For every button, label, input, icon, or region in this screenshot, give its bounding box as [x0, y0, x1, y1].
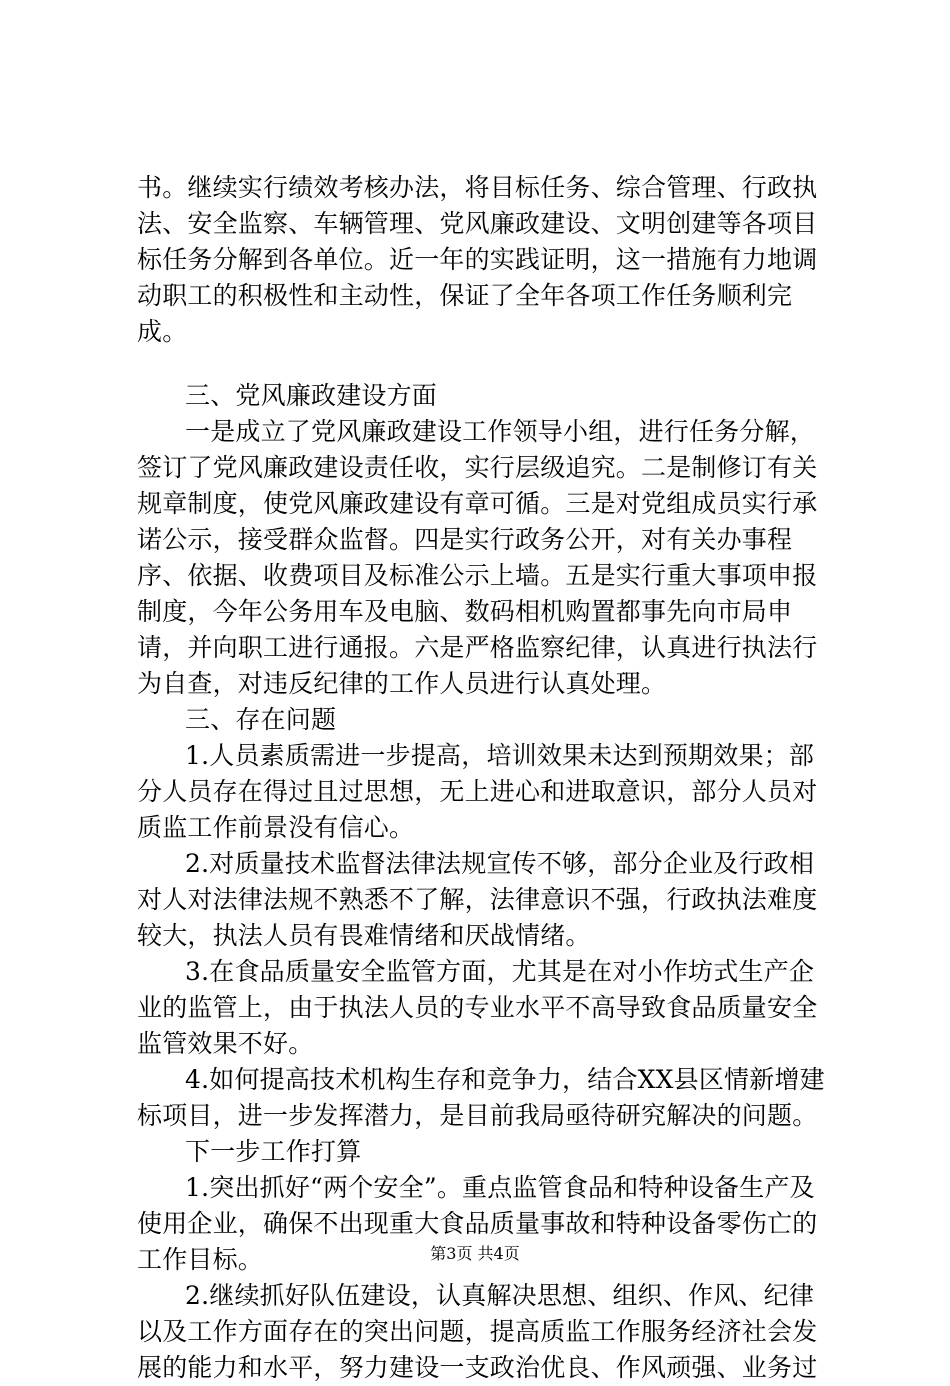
problem-item-2: 2.对质量技术监督法律法规宣传不够，部分企业及行政相对人对法律法规不熟悉不了解，法律意识不强，行政执法难度较大，执法人员有畏难情绪和厌战情绪。 [137, 849, 818, 950]
problem-item-3: 3.在食品质量安全监管方面，尤其是在对小作坊式生产企业的监管上，由于执法人员的专业水平不高导致食品质量安全监管效果不好。 [137, 957, 818, 1058]
page-number-label: 第3页 共4页 [430, 1244, 520, 1263]
problem-item-4: 4.如何提高技术机构生存和竞争力，结合XX县区情新增建标项目，进一步发挥潜力，是目前我局亟待研究解决的问题。 [137, 1065, 825, 1130]
section-party-title: 三、党风廉政建设方面 [185, 381, 438, 410]
problem-item-1: 1.人员素质需进一步提高，培训效果未达到预期效果；部分人员存在得过且过思想，无上进心和进取意识，部分人员对质监工作前景没有信心。 [137, 741, 818, 842]
section-party-body: 一是成立了党风廉政建设工作领导小组，进行任务分解，签订了党风廉政建设责任收，实行层级追究。二是制修订有关规章制度，使党风廉政建设有章可循。三是对党组成员实行承诺公示，接受群众监督。四是实行政务公开，对有关办事程序、依据、收费项目及标准公示上墙。五是实行重大事项申报制度，今年公务用车及电脑、数码相机购置都事先向市局申请，并向职工进行通报。六是严格监察纪律，认真进行执法行为自查，对违反纪律的工作人员进行认真处理。 [137, 417, 818, 698]
section-problems-title: 三、存在问题 [185, 705, 337, 734]
plan-item-1: 1.突出抓好“两个安全”。重点监管食品和特种设备生产及使用企业，确保不出现重大食品质量事故和特种设备零伤亡的工作目标。 [137, 1173, 818, 1274]
intro-paragraph: 书。继续实行绩效考核办法，将目标任务、综合管理、行政执法、安全监察、车辆管理、党风廉政建设、文明创建等各项目标任务分解到各单位。近一年的实践证明，这一措施有力地调动职工的积极性和主动性，保证了全年各项工作任务顺利完成。 [137, 173, 818, 346]
section-plan-title: 下一步工作打算 [185, 1137, 362, 1166]
plan-item-2: 2.继续抓好队伍建设，认真解决思想、组织、作风、纪律以及工作方面存在的突出问题，提高质监工作服务经济社会发展的能力和水平，努力建设一支政治优良、作风顽强、业务过 [137, 1281, 818, 1382]
document-body [137, 170, 837, 1386]
page-footer [0, 1244, 950, 1264]
